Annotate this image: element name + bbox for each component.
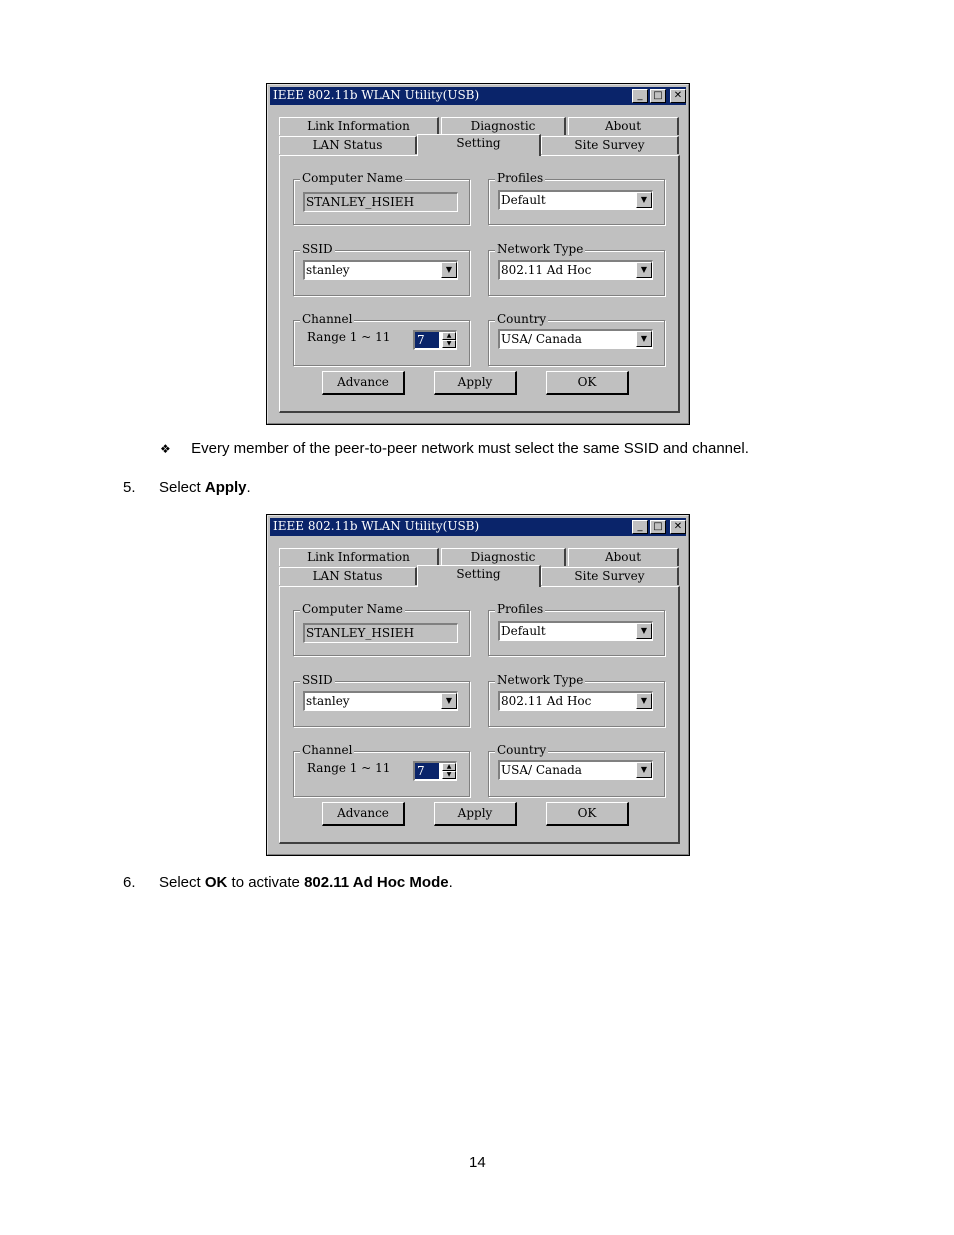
tab-link-information[interactable]: Link Information [279, 117, 439, 135]
spin-up-icon[interactable]: ▲ [442, 332, 456, 340]
network-type-dropdown[interactable] [498, 691, 653, 711]
window-title: IEEE 802.11b WLAN Utility(USB) [273, 519, 480, 533]
network-type-dropdown[interactable] [498, 260, 653, 280]
network-type-value: 802.11 Ad Hoc [501, 263, 592, 277]
chevron-down-icon[interactable]: ▼ [636, 331, 652, 347]
chevron-down-icon[interactable]: ▼ [441, 262, 457, 278]
channel-label: Channel [302, 312, 353, 326]
profiles-label: Profiles [497, 171, 544, 185]
profiles-value: Default [501, 193, 546, 207]
bullet-text: Every member of the peer-to-peer network must select the same SSID and channel. [191, 440, 749, 457]
channel-spinner[interactable] [413, 330, 457, 350]
step-5-apply: Apply [204, 479, 247, 496]
ok-button[interactable]: OK [546, 371, 629, 395]
ssid-dropdown[interactable] [303, 260, 458, 280]
tab-lan-status[interactable]: LAN Status [279, 567, 417, 585]
step-6-mid: to activate [227, 874, 305, 891]
window-title: IEEE 802.11b WLAN Utility(USB) [273, 88, 480, 102]
close-icon[interactable]: ✕ [670, 89, 686, 103]
chevron-down-icon[interactable]: ▼ [636, 192, 652, 208]
profiles-dropdown[interactable] [498, 190, 653, 210]
tab-site-survey[interactable]: Site Survey [541, 567, 679, 585]
step-6-pre: Select [159, 874, 205, 891]
bullet-note [160, 440, 749, 457]
profiles-value: Default [501, 624, 546, 638]
channel-range-text: Range 1 ~ 11 [307, 761, 391, 775]
tab-site-survey[interactable]: Site Survey [541, 136, 679, 154]
ssid-value: stanley [306, 694, 350, 708]
title-bar[interactable] [270, 518, 686, 536]
computer-name-field[interactable]: STANLEY_HSIEH [303, 623, 458, 643]
country-value: USA/ Canada [501, 763, 582, 777]
channel-value[interactable]: 7 [415, 763, 439, 779]
chevron-down-icon[interactable]: ▼ [636, 623, 652, 639]
wlan-utility-dialog-1 [266, 83, 690, 425]
country-label: Country [497, 743, 547, 757]
advance-button[interactable]: Advance [322, 802, 405, 826]
apply-button[interactable]: Apply [434, 371, 517, 395]
country-label: Country [497, 312, 547, 326]
advance-button[interactable]: Advance [322, 371, 405, 395]
network-type-value: 802.11 Ad Hoc [501, 694, 592, 708]
tab-link-information[interactable]: Link Information [279, 548, 439, 566]
step-6-text [159, 874, 453, 891]
ssid-value: stanley [306, 263, 350, 277]
step-5-number: 5. [123, 479, 136, 496]
network-type-label: Network Type [497, 242, 584, 256]
chevron-down-icon[interactable]: ▼ [441, 693, 457, 709]
chevron-down-icon[interactable]: ▼ [636, 762, 652, 778]
country-value: USA/ Canada [501, 332, 582, 346]
network-type-label: Network Type [497, 673, 584, 687]
computer-name-label: Computer Name [302, 602, 403, 616]
spin-up-icon[interactable]: ▲ [442, 763, 456, 771]
bullet-icon: ❖ [160, 442, 171, 456]
tab-setting[interactable]: Setting [417, 134, 541, 156]
spin-down-icon[interactable]: ▼ [442, 771, 456, 779]
computer-name-field[interactable]: STANLEY_HSIEH [303, 192, 458, 212]
tab-diagnostic[interactable]: Diagnostic [441, 548, 566, 566]
profiles-dropdown[interactable] [498, 621, 653, 641]
channel-value[interactable]: 7 [415, 332, 439, 348]
tab-diagnostic[interactable]: Diagnostic [441, 117, 566, 135]
close-icon[interactable]: ✕ [670, 520, 686, 534]
maximize-icon[interactable]: □ [650, 520, 666, 534]
channel-range-text: Range 1 ~ 11 [307, 330, 391, 344]
spin-down-icon[interactable]: ▼ [442, 340, 456, 348]
step-5-pre: Select [159, 479, 205, 496]
ok-button[interactable]: OK [546, 802, 629, 826]
country-dropdown[interactable] [498, 760, 653, 780]
computer-name-label: Computer Name [302, 171, 403, 185]
apply-button[interactable]: Apply [434, 802, 517, 826]
tab-about[interactable]: About [568, 548, 679, 566]
step-5-text [159, 479, 251, 496]
wlan-utility-dialog-2 [266, 514, 690, 856]
step-6-ok: OK [204, 874, 228, 891]
channel-label: Channel [302, 743, 353, 757]
page-number: 14 [469, 1154, 486, 1171]
chevron-down-icon[interactable]: ▼ [636, 693, 652, 709]
minimize-icon[interactable]: _ [632, 520, 648, 534]
country-dropdown[interactable] [498, 329, 653, 349]
step-6-number: 6. [123, 874, 136, 891]
channel-spinner[interactable] [413, 761, 457, 781]
step-5-post: . [246, 479, 251, 496]
tab-about[interactable]: About [568, 117, 679, 135]
tab-lan-status[interactable]: LAN Status [279, 136, 417, 154]
minimize-icon[interactable]: _ [632, 89, 648, 103]
tab-setting[interactable]: Setting [417, 565, 541, 587]
chevron-down-icon[interactable]: ▼ [636, 262, 652, 278]
ssid-dropdown[interactable] [303, 691, 458, 711]
ssid-label: SSID [302, 242, 333, 256]
ssid-label: SSID [302, 673, 333, 687]
maximize-icon[interactable]: □ [650, 89, 666, 103]
step-6-mode: 802.11 Ad Hoc Mode [304, 874, 449, 891]
step-6-post: . [448, 874, 453, 891]
title-bar[interactable] [270, 87, 686, 105]
profiles-label: Profiles [497, 602, 544, 616]
